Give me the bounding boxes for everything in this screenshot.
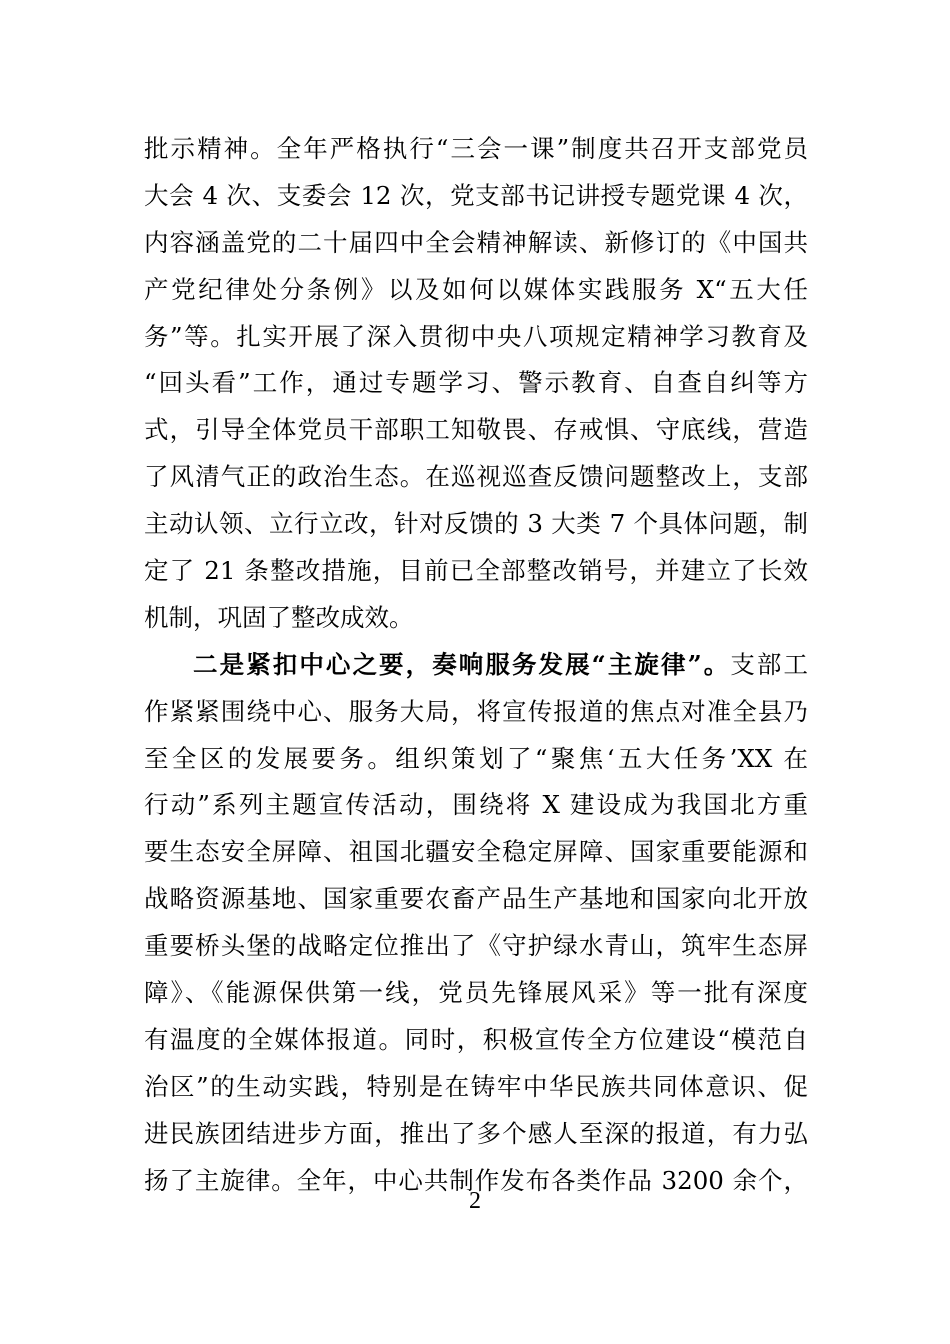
text-line: “回头看”工作，通过专题学习、警示教育、自查自纠等方: [144, 368, 808, 398]
text-line: 作紧紧围绕中心、服务大局，将宣传报道的焦点对准全县乃: [144, 696, 808, 726]
paragraph-first-line: [144, 642, 808, 689]
text-line: 行动”系列主题宣传活动，围绕将 X 建设成为我国北方重: [144, 790, 808, 820]
text-line: 定了 21 条整改措施，目前已全部整改销号，并建立了长效: [144, 556, 808, 586]
page-number: 2: [469, 1188, 481, 1214]
text-line: 大会 4 次、支委会 12 次，党支部书记讲授专题党课 4 次，: [144, 180, 808, 210]
text-line: 重要桥头堡的战略定位推出了《守护绿水青山，筑牢生态屏: [144, 931, 808, 961]
text-line: 务”等。扎实开展了深入贯彻中央八项规定精神学习教育及: [144, 321, 808, 351]
text-line: 治区”的生动实践，特别是在铸牢中华民族共同体意识、促: [144, 1071, 808, 1101]
paragraph-heading: 二是紧扣中心之要，奏响服务发展“主旋律”。: [193, 649, 731, 679]
text-line: 障》、《能源保供第一线，党员先锋展风采》等一批有深度: [144, 978, 808, 1008]
text-line: 式，引导全体党员干部职工知敬畏、存戒惧、守底线，营造: [144, 415, 808, 445]
text-line: 主动认领、立行立改，针对反馈的 3 大类 7 个具体问题，制: [144, 509, 808, 539]
text-line: 内容涵盖党的二十届四中全会精神解读、新修订的《中国共: [144, 227, 808, 257]
document-body: [144, 126, 808, 1204]
text-line: 机制，巩固了整改成效。: [144, 602, 414, 632]
text-line: 战略资源基地、国家重要农畜产品生产基地和国家向北开放: [144, 884, 808, 914]
text-segment: 支部工: [730, 649, 809, 679]
text-line: 了风清气正的政治生态。在巡视巡查反馈问题整改上，支部: [144, 462, 808, 492]
text-line: 产党纪律处分条例》以及如何以媒体实践服务 X“五大任: [144, 274, 808, 304]
paragraph-2: [144, 642, 808, 1205]
text-line: 扬了主旋律。全年，中心共制作发布各类作品 3200 余个，: [144, 1165, 808, 1195]
paragraph-1: [144, 126, 808, 642]
text-line: 进民族团结进步方面，推出了多个感人至深的报道，有力弘: [144, 1118, 808, 1148]
text-line: 要生态安全屏障、祖国北疆安全稳定屏障、国家重要能源和: [144, 837, 808, 867]
text-line: 有温度的全媒体报道。同时，积极宣传全方位建设“模范自: [144, 1024, 808, 1054]
text-line: 批示精神。全年严格执行“三会一课”制度共召开支部党员: [144, 134, 808, 163]
text-line: 至全区的发展要务。组织策划了“聚焦‘五大任务’XX 在: [144, 743, 808, 773]
